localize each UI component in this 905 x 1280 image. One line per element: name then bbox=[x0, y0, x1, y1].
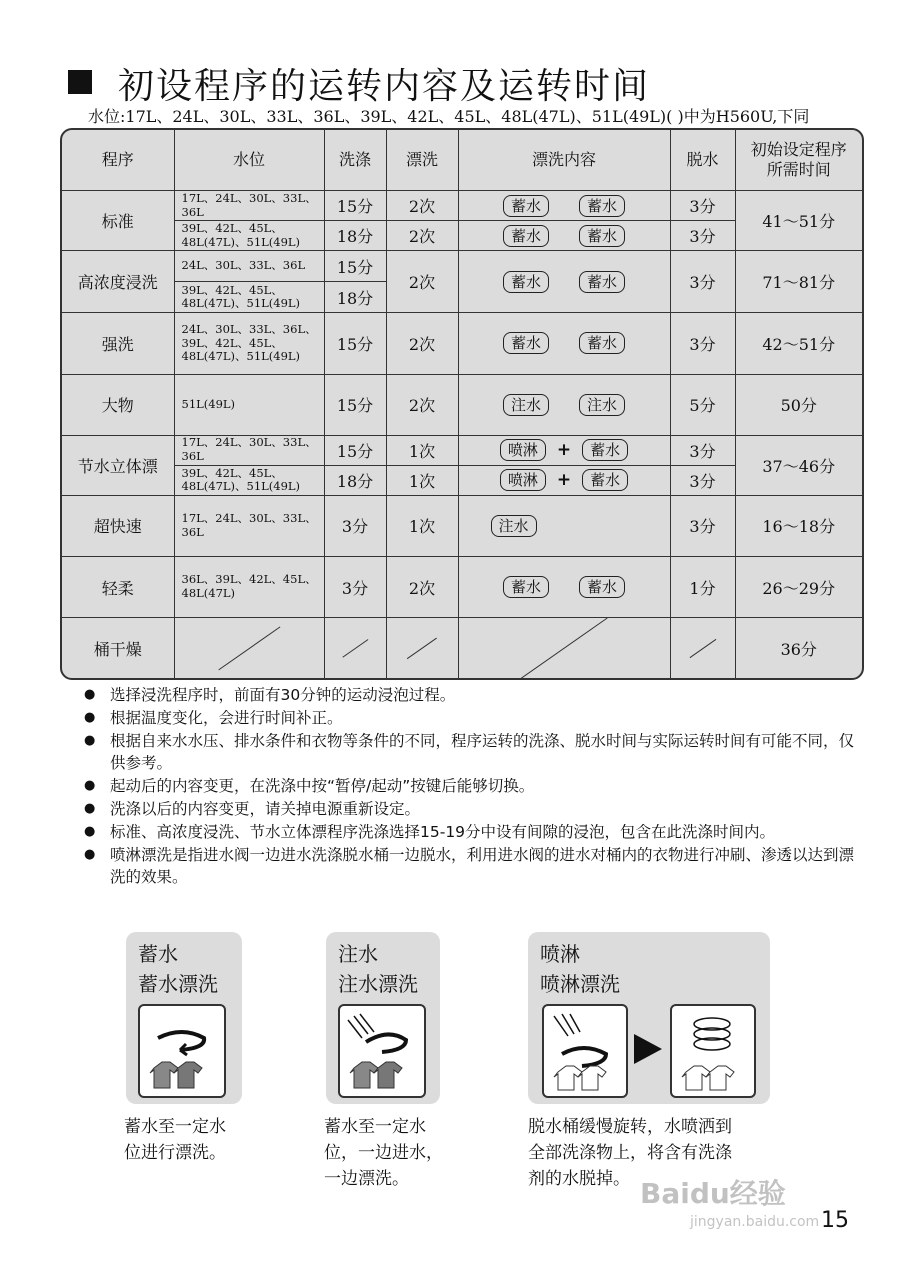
program-name: 大物 bbox=[62, 374, 174, 435]
spin-time: 5分 bbox=[670, 374, 735, 435]
page-title: 初设程序的运转内容及运转时间 bbox=[68, 58, 650, 109]
program-time: 36分 bbox=[735, 618, 862, 678]
page-number: 15 bbox=[821, 1208, 849, 1233]
rinse-count: 2次 bbox=[386, 313, 458, 374]
spin-time: 3分 bbox=[670, 191, 735, 221]
rinse-tag: 注水 bbox=[503, 394, 549, 416]
notes-list bbox=[84, 684, 864, 889]
note-item: ● 根据自来水水压、排水条件和衣物等条件的不同，程序运转的洗涤、脱水时间与实际运转时间有可能不同，仅供参考。 bbox=[84, 730, 864, 774]
wash-time: 3分 bbox=[324, 495, 386, 556]
wash-time: 15分 bbox=[324, 191, 386, 221]
note-item: ● 选择浸洗程序时，前面有30分钟的运动浸泡过程。 bbox=[84, 684, 864, 706]
spin-time: 3分 bbox=[670, 435, 735, 465]
program-time: 26～29分 bbox=[735, 557, 862, 618]
water-levels: 39L、42L、45L、48L(47L)、51L(49L) bbox=[174, 221, 324, 251]
program-table bbox=[60, 128, 864, 680]
program-time: 42～51分 bbox=[735, 313, 862, 374]
program-time: 50分 bbox=[735, 374, 862, 435]
header-water: 水位 bbox=[174, 130, 324, 191]
rinse-tag: 蓄水 bbox=[503, 225, 549, 247]
program-name: 高浓度浸洗 bbox=[62, 251, 174, 313]
wash-time: 15分 bbox=[324, 251, 386, 282]
note-item: ● 标准、高浓度浸洗、节水立体漂程序洗涤选择15-19分中设有间隙的浸泡，包含在此洗涤时间内。 bbox=[84, 821, 864, 843]
rinse-content bbox=[458, 251, 670, 313]
wash-time: 18分 bbox=[324, 221, 386, 251]
card-subtitle: 注水漂洗 bbox=[338, 972, 418, 996]
empty-cell-slash bbox=[324, 618, 386, 678]
spin-time: 3分 bbox=[670, 465, 735, 495]
program-name: 节水立体漂 bbox=[62, 435, 174, 495]
rinse-content bbox=[458, 465, 670, 495]
rinse-tag: 蓄水 bbox=[579, 271, 625, 293]
program-time: 37～46分 bbox=[735, 435, 862, 495]
rinse-tag: 蓄水 bbox=[582, 469, 628, 491]
rinse-count: 2次 bbox=[386, 191, 458, 221]
rinse-content bbox=[458, 435, 670, 465]
wash-time: 3分 bbox=[324, 557, 386, 618]
rinse-count: 1次 bbox=[386, 465, 458, 495]
note-item: ● 洗涤以后的内容变更，请关掉电源重新设定。 bbox=[84, 798, 864, 820]
rinse-tag: 蓄水 bbox=[579, 225, 625, 247]
washtub-icon bbox=[138, 1004, 226, 1098]
program-name: 桶干燥 bbox=[62, 618, 174, 678]
rinse-tag: 喷淋 bbox=[500, 469, 546, 491]
water-levels: 17L、24L、30L、33L、36L bbox=[174, 191, 324, 221]
rinse-tag: 蓄水 bbox=[503, 576, 549, 598]
square-bullet-icon bbox=[68, 70, 92, 94]
plus-sign: + bbox=[556, 440, 572, 461]
spray-icon bbox=[544, 1006, 626, 1096]
empty-cell-slash bbox=[458, 618, 670, 678]
rinse-content bbox=[458, 374, 670, 435]
program-time: 16～18分 bbox=[735, 495, 862, 556]
note-item: ● 起动后的内容变更，在洗涤中按“暂停/起动”按键后能够切换。 bbox=[84, 775, 864, 797]
wash-time: 15分 bbox=[324, 313, 386, 374]
water-level-subtitle: 水位:17L、24L、30L、33L、36L、39L、42L、45L、48L(47L)、51L(49L)( )中为H560U,下同 bbox=[88, 107, 810, 126]
rinse-count: 2次 bbox=[386, 251, 458, 313]
rinse-content bbox=[458, 191, 670, 221]
washtub-icon bbox=[542, 1004, 628, 1098]
arrow-right-icon bbox=[634, 1034, 662, 1064]
rinse-content bbox=[458, 495, 670, 556]
rinse-tag: 蓄水 bbox=[503, 332, 549, 354]
water-levels: 24L、30L、33L、36L bbox=[174, 251, 324, 282]
program-name: 轻柔 bbox=[62, 557, 174, 618]
rinse-tag: 注水 bbox=[491, 515, 537, 537]
rinse-tag: 注水 bbox=[579, 394, 625, 416]
rinse-tag: 蓄水 bbox=[582, 439, 628, 461]
rinse-count: 1次 bbox=[386, 435, 458, 465]
card-caption: 蓄水至一定水 位，一边进水， 一边漂洗。 bbox=[324, 1117, 443, 1189]
rinse-tag: 蓄水 bbox=[579, 195, 625, 217]
watermark-url: jingyan.baidu.com bbox=[690, 1214, 820, 1230]
rinse-tag: 蓄水 bbox=[579, 576, 625, 598]
wash-time: 18分 bbox=[324, 465, 386, 495]
washtub-icon bbox=[670, 1004, 756, 1098]
header-rinse-content: 漂洗内容 bbox=[458, 130, 670, 191]
rotation-icon bbox=[140, 1006, 224, 1096]
rinse-content bbox=[458, 557, 670, 618]
note-item: ● 喷淋漂洗是指进水阀一边进水洗涤脱水桶一边脱水，利用进水阀的进水对桶内的衣物进行冲刷、渗透以达到漂洗的效果。 bbox=[84, 844, 864, 888]
rinse-tag: 蓄水 bbox=[503, 195, 549, 217]
empty-cell-slash bbox=[174, 618, 324, 678]
spin-dry-icon bbox=[672, 1006, 754, 1096]
water-levels: 24L、30L、33L、36L、39L、42L、45L、48L(47L)、51L(49L) bbox=[174, 313, 324, 374]
header-rinse: 漂洗 bbox=[386, 130, 458, 191]
program-name: 强洗 bbox=[62, 313, 174, 374]
wash-time: 15分 bbox=[324, 435, 386, 465]
rinse-tag: 喷淋 bbox=[500, 439, 546, 461]
water-levels: 36L、39L、42L、45L、48L(47L) bbox=[174, 557, 324, 618]
rinse-count: 2次 bbox=[386, 374, 458, 435]
wash-time: 18分 bbox=[324, 282, 386, 313]
card-title: 喷淋 bbox=[540, 942, 580, 966]
empty-cell-slash bbox=[670, 618, 735, 678]
card-title: 蓄水 bbox=[138, 942, 178, 966]
rinse-content bbox=[458, 313, 670, 374]
program-time: 41～51分 bbox=[735, 191, 862, 251]
spin-time: 1分 bbox=[670, 557, 735, 618]
rinse-count: 1次 bbox=[386, 495, 458, 556]
program-time: 71～81分 bbox=[735, 251, 862, 313]
water-inflow-icon bbox=[340, 1006, 424, 1096]
header-program: 程序 bbox=[62, 130, 174, 191]
baidu-watermark: Baidu经验 bbox=[640, 1177, 786, 1210]
rinse-card-storage bbox=[126, 932, 242, 1104]
empty-cell-slash bbox=[386, 618, 458, 678]
card-caption: 蓄水至一定水 位进行漂洗。 bbox=[124, 1117, 226, 1163]
rinse-card-fill bbox=[326, 932, 440, 1104]
spin-time: 3分 bbox=[670, 313, 735, 374]
water-levels: 39L、42L、45L、48L(47L)、51L(49L) bbox=[174, 282, 324, 313]
header-time: 初始设定程序所需时间 bbox=[735, 130, 862, 191]
header-wash: 洗涤 bbox=[324, 130, 386, 191]
washtub-icon bbox=[338, 1004, 426, 1098]
rinse-card-spray bbox=[528, 932, 770, 1104]
water-levels: 51L(49L) bbox=[174, 374, 324, 435]
rinse-content bbox=[458, 221, 670, 251]
rinse-tag: 蓄水 bbox=[503, 271, 549, 293]
spin-time: 3分 bbox=[670, 495, 735, 556]
water-levels: 39L、42L、45L、48L(47L)、51L(49L) bbox=[174, 465, 324, 495]
water-levels: 17L、24L、30L、33L、36L bbox=[174, 495, 324, 556]
rinse-count: 2次 bbox=[386, 557, 458, 618]
card-subtitle: 喷淋漂洗 bbox=[540, 972, 620, 996]
note-item: ● 根据温度变化，会进行时间补正。 bbox=[84, 707, 864, 729]
plus-sign: + bbox=[556, 470, 572, 491]
program-name: 超快速 bbox=[62, 495, 174, 556]
header-spin: 脱水 bbox=[670, 130, 735, 191]
water-levels: 17L、24L、30L、33L、36L bbox=[174, 435, 324, 465]
spin-time: 3分 bbox=[670, 251, 735, 313]
card-title: 注水 bbox=[338, 942, 378, 966]
spin-time: 3分 bbox=[670, 221, 735, 251]
rinse-tag: 蓄水 bbox=[579, 332, 625, 354]
card-caption: 脱水桶缓慢旋转，水喷洒到 全部洗涤物上，将含有洗涤 剂的水脱掉。 bbox=[528, 1117, 732, 1189]
card-subtitle: 蓄水漂洗 bbox=[138, 972, 218, 996]
program-name: 标准 bbox=[62, 191, 174, 251]
wash-time: 15分 bbox=[324, 374, 386, 435]
rinse-count: 2次 bbox=[386, 221, 458, 251]
